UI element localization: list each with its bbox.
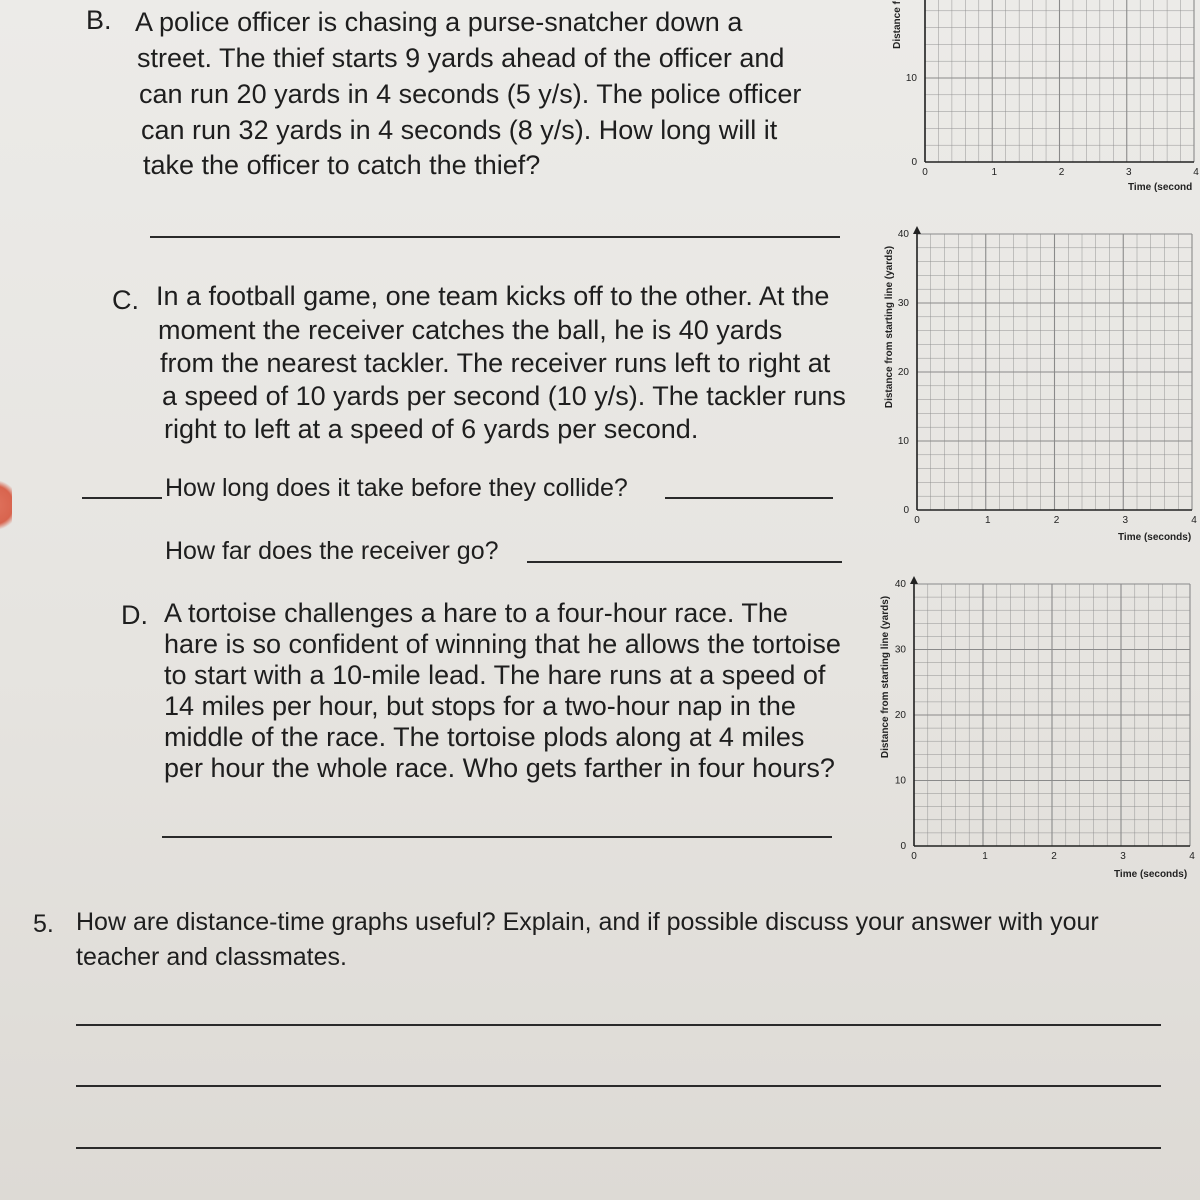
x-tick-label: 3 [1122, 515, 1129, 526]
y-tick-label: 30 [897, 298, 909, 309]
question-d-line: hare is so confident of winning that he allows the tortoise [164, 629, 841, 659]
x-tick-label: 0 [911, 851, 917, 862]
question-5-number: 5. [33, 910, 54, 938]
graph-c [870, 222, 1200, 552]
question-5-line: How are distance-time graphs useful? Explain, and if possible discuss your answer with your [76, 908, 1099, 936]
x-axis-label: Time (second [1128, 182, 1193, 193]
y-axis-label: Distance f [892, 1, 903, 49]
question-d-line: middle of the race. The tortoise plods along at 4 miles [164, 722, 805, 752]
question-d-letter: D. [121, 600, 148, 630]
graph-d-svg [870, 572, 1200, 887]
question-c-collide-question: How long does it take before they collide? [165, 474, 628, 502]
x-tick-label: 3 [1120, 851, 1126, 862]
y-tick-label: 10 [905, 73, 917, 84]
question-b-line: take the officer to catch the thief? [143, 150, 541, 180]
question-5-line: teacher and classmates. [76, 943, 347, 971]
y-tick-label: 0 [903, 505, 909, 516]
y-axis-arrow [913, 226, 921, 234]
y-axis-arrow [910, 576, 918, 584]
x-tick-label: 2 [1051, 851, 1057, 862]
y-axis-label: Distance from starting line (yards) [884, 245, 895, 409]
question-b-line: can run 20 yards in 4 seconds (5 y/s). The police officer [139, 79, 802, 109]
question-c-distance-answer-line[interactable] [527, 561, 842, 563]
graph-b-svg [870, 0, 1200, 200]
question-b-line: A police officer is chasing a purse-snatcher down a [135, 7, 743, 37]
question-c-left-answer-line[interactable] [82, 497, 162, 499]
y-axis-label: Distance from starting line (yards) [880, 595, 891, 759]
x-tick-label: 2 [1058, 167, 1065, 178]
x-tick-label: 4 [1189, 851, 1195, 862]
x-tick-label: 0 [922, 167, 928, 178]
x-axis-label: Time (seconds) [1114, 869, 1188, 880]
graph-b [870, 0, 1200, 205]
question-c-line: In a football game, one team kicks off to the other. At the [156, 281, 830, 311]
question-b-answer-line[interactable] [150, 236, 840, 238]
x-tick-label: 3 [1125, 167, 1132, 178]
question-c-distance-question: How far does the receiver go? [165, 537, 499, 565]
y-tick-label: 10 [897, 436, 909, 447]
y-tick-label: 20 [897, 367, 909, 378]
question-d-line: to start with a 10-mile lead. The hare runs at a speed of [164, 660, 826, 690]
question-c-line: moment the receiver catches the ball, he is 40 yards [158, 315, 783, 345]
red-edge-mark [0, 475, 12, 535]
y-tick-label: 10 [894, 775, 906, 787]
question-c-line: from the nearest tackler. The receiver runs left to right at [160, 348, 831, 378]
x-tick-label: 0 [914, 515, 920, 526]
y-tick-label: 0 [911, 157, 917, 168]
x-axis-label: Time (seconds) [1118, 532, 1192, 543]
question-c-collide-answer-line[interactable] [665, 497, 833, 499]
question-5-answer-line-1[interactable] [76, 1024, 1161, 1026]
x-tick-label: 2 [1053, 515, 1060, 526]
y-tick-label: 40 [894, 579, 906, 590]
x-tick-label: 4 [1191, 515, 1197, 526]
question-c-line: a speed of 10 yards per second (10 y/s). The tackler runs [162, 381, 846, 411]
question-c-line: right to left at a speed of 6 yards per second. [164, 414, 699, 444]
x-tick-label: 1 [984, 515, 991, 526]
x-tick-label: 4 [1193, 167, 1199, 178]
question-d-line: 14 miles per hour, but stops for a two-hour nap in the [164, 691, 796, 721]
x-tick-label: 1 [982, 851, 988, 862]
question-5-answer-line-2[interactable] [76, 1085, 1161, 1087]
question-5-answer-line-3[interactable] [76, 1147, 1161, 1149]
graph-d [870, 572, 1200, 892]
y-tick-label: 20 [894, 710, 906, 721]
graph-c-svg [870, 222, 1200, 547]
question-c-letter: C. [112, 285, 139, 315]
question-d-answer-line[interactable] [162, 836, 832, 838]
y-tick-label: 40 [897, 229, 909, 240]
y-tick-label: 30 [894, 644, 906, 656]
y-tick-label: 0 [900, 841, 906, 852]
question-b-line: street. The thief starts 9 yards ahead of the officer and [137, 43, 785, 73]
x-tick-label: 1 [991, 167, 998, 178]
question-d-line: A tortoise challenges a hare to a four-hour race. The [164, 598, 788, 628]
question-d-line: per hour the whole race. Who gets farther in four hours? [164, 753, 835, 783]
question-b-line: can run 32 yards in 4 seconds (8 y/s). How long will it [141, 115, 778, 145]
question-b-letter: B. [86, 5, 112, 35]
